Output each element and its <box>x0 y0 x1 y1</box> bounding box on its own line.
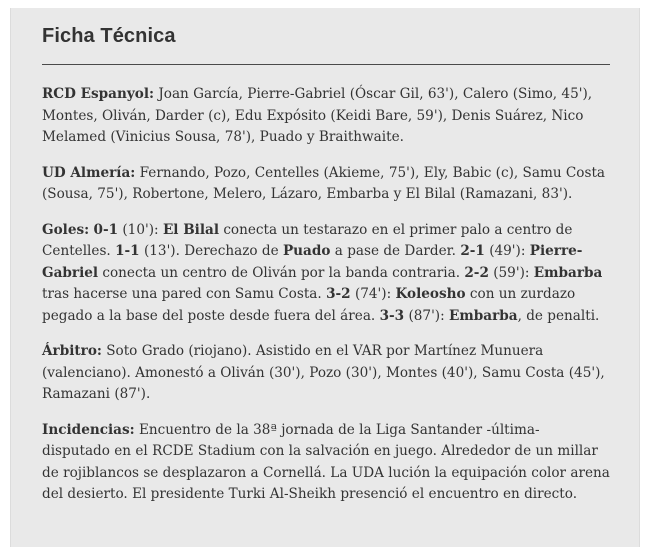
goals-label: Goles: <box>42 221 90 238</box>
goal-scorer-5: Koleosho <box>395 286 466 302</box>
almeria-lineup <box>42 163 610 206</box>
goal-scorer-6: Embarba <box>449 307 518 324</box>
goal-scorer-2: Puado <box>282 243 331 259</box>
goal-text: tras hacerse una pared con Samu Costa. <box>42 286 327 302</box>
incidents-label: Incidencias: <box>42 421 135 438</box>
goal-text: con un zurdazo pegado a la base del poste desde fuera del área. <box>42 286 576 324</box>
espanyol-players: Joan García, Pierre-Gabriel (Óscar Gil, 63'), Calero (Simo, 45'), Montes, Oliván, Darder (c), Edu Expósito (Keidi Bare, 59'), Denis Suárez, Nico Melamed (Vinicius Sousa, 78'), Puado y Braithwaite. <box>42 86 593 145</box>
referee-info <box>42 341 610 406</box>
almeria-label: UD Almería: <box>42 164 136 181</box>
title-divider <box>42 64 610 65</box>
incidents-text: Encuentro de la 38ª jornada de la Liga Santander -última- disputado en el RCDE Stadium con la salvación en juego. Alrededor de un millar de rojiblancos se desplazaron a Cornellá. La UDA lución la equipación color arena del desierto. El presidente Turki Al-Sheikh presenció el encuentro en directo. <box>42 421 610 502</box>
goal-score-5: 3-2 <box>326 286 351 302</box>
goal-text: conecta un testarazo en el primer palo a centro de Centelles. <box>42 221 573 259</box>
referee-label: Árbitro: <box>42 343 102 359</box>
goal-scorer-3: Pierre-Gabriel <box>42 243 583 281</box>
goal-score-2: 1-1 <box>115 243 140 259</box>
goal-text: conecta un centro de Oliván por la banda contraria. <box>98 264 465 281</box>
espanyol-label: RCD Espanyol: <box>42 86 154 102</box>
goal-text: (13'). Derechazo de <box>139 243 283 259</box>
goal-text: (74'): <box>350 286 396 302</box>
goal-scorer-1: El Bilal <box>162 221 219 238</box>
goal-text: (10'): <box>118 221 163 238</box>
goal-scorer-4: Embarba <box>533 264 603 281</box>
goals-summary <box>42 220 610 328</box>
goal-text: , de penalti. <box>517 307 600 324</box>
goal-score-1: 0-1 <box>93 221 119 238</box>
referee-text: Soto Grado (riojano). Asistido en el VAR por Martínez Munuera (valenciano). Amonestó a Oliván (30'), Pozo (30'), Montes (40'), Samu Costa (45'), Ramazani (87'). <box>42 343 605 402</box>
goal-text: (49'): <box>484 243 530 259</box>
goal-text: (59'): <box>488 264 534 281</box>
goal-text: (87'): <box>404 307 450 324</box>
almeria-players: Fernando, Pozo, Centelles (Akieme, 75'), Ely, Babic (c), Samu Costa (Sousa, 75'), Robertone, Melero, Lázaro, Embarba y El Bilal (Ramazani, 83'). <box>42 164 606 202</box>
goal-text: a pase de Darder. <box>330 243 461 259</box>
incidents-info <box>42 420 610 506</box>
section-title: Ficha Técnica <box>42 25 176 47</box>
espanyol-lineup <box>42 84 610 149</box>
ficha-tecnica-box <box>10 8 640 547</box>
ficha-content <box>42 24 610 520</box>
goal-score-6: 3-3 <box>379 307 405 324</box>
goal-score-4: 2-2 <box>464 264 489 281</box>
goal-score-3: 2-1 <box>460 243 485 259</box>
